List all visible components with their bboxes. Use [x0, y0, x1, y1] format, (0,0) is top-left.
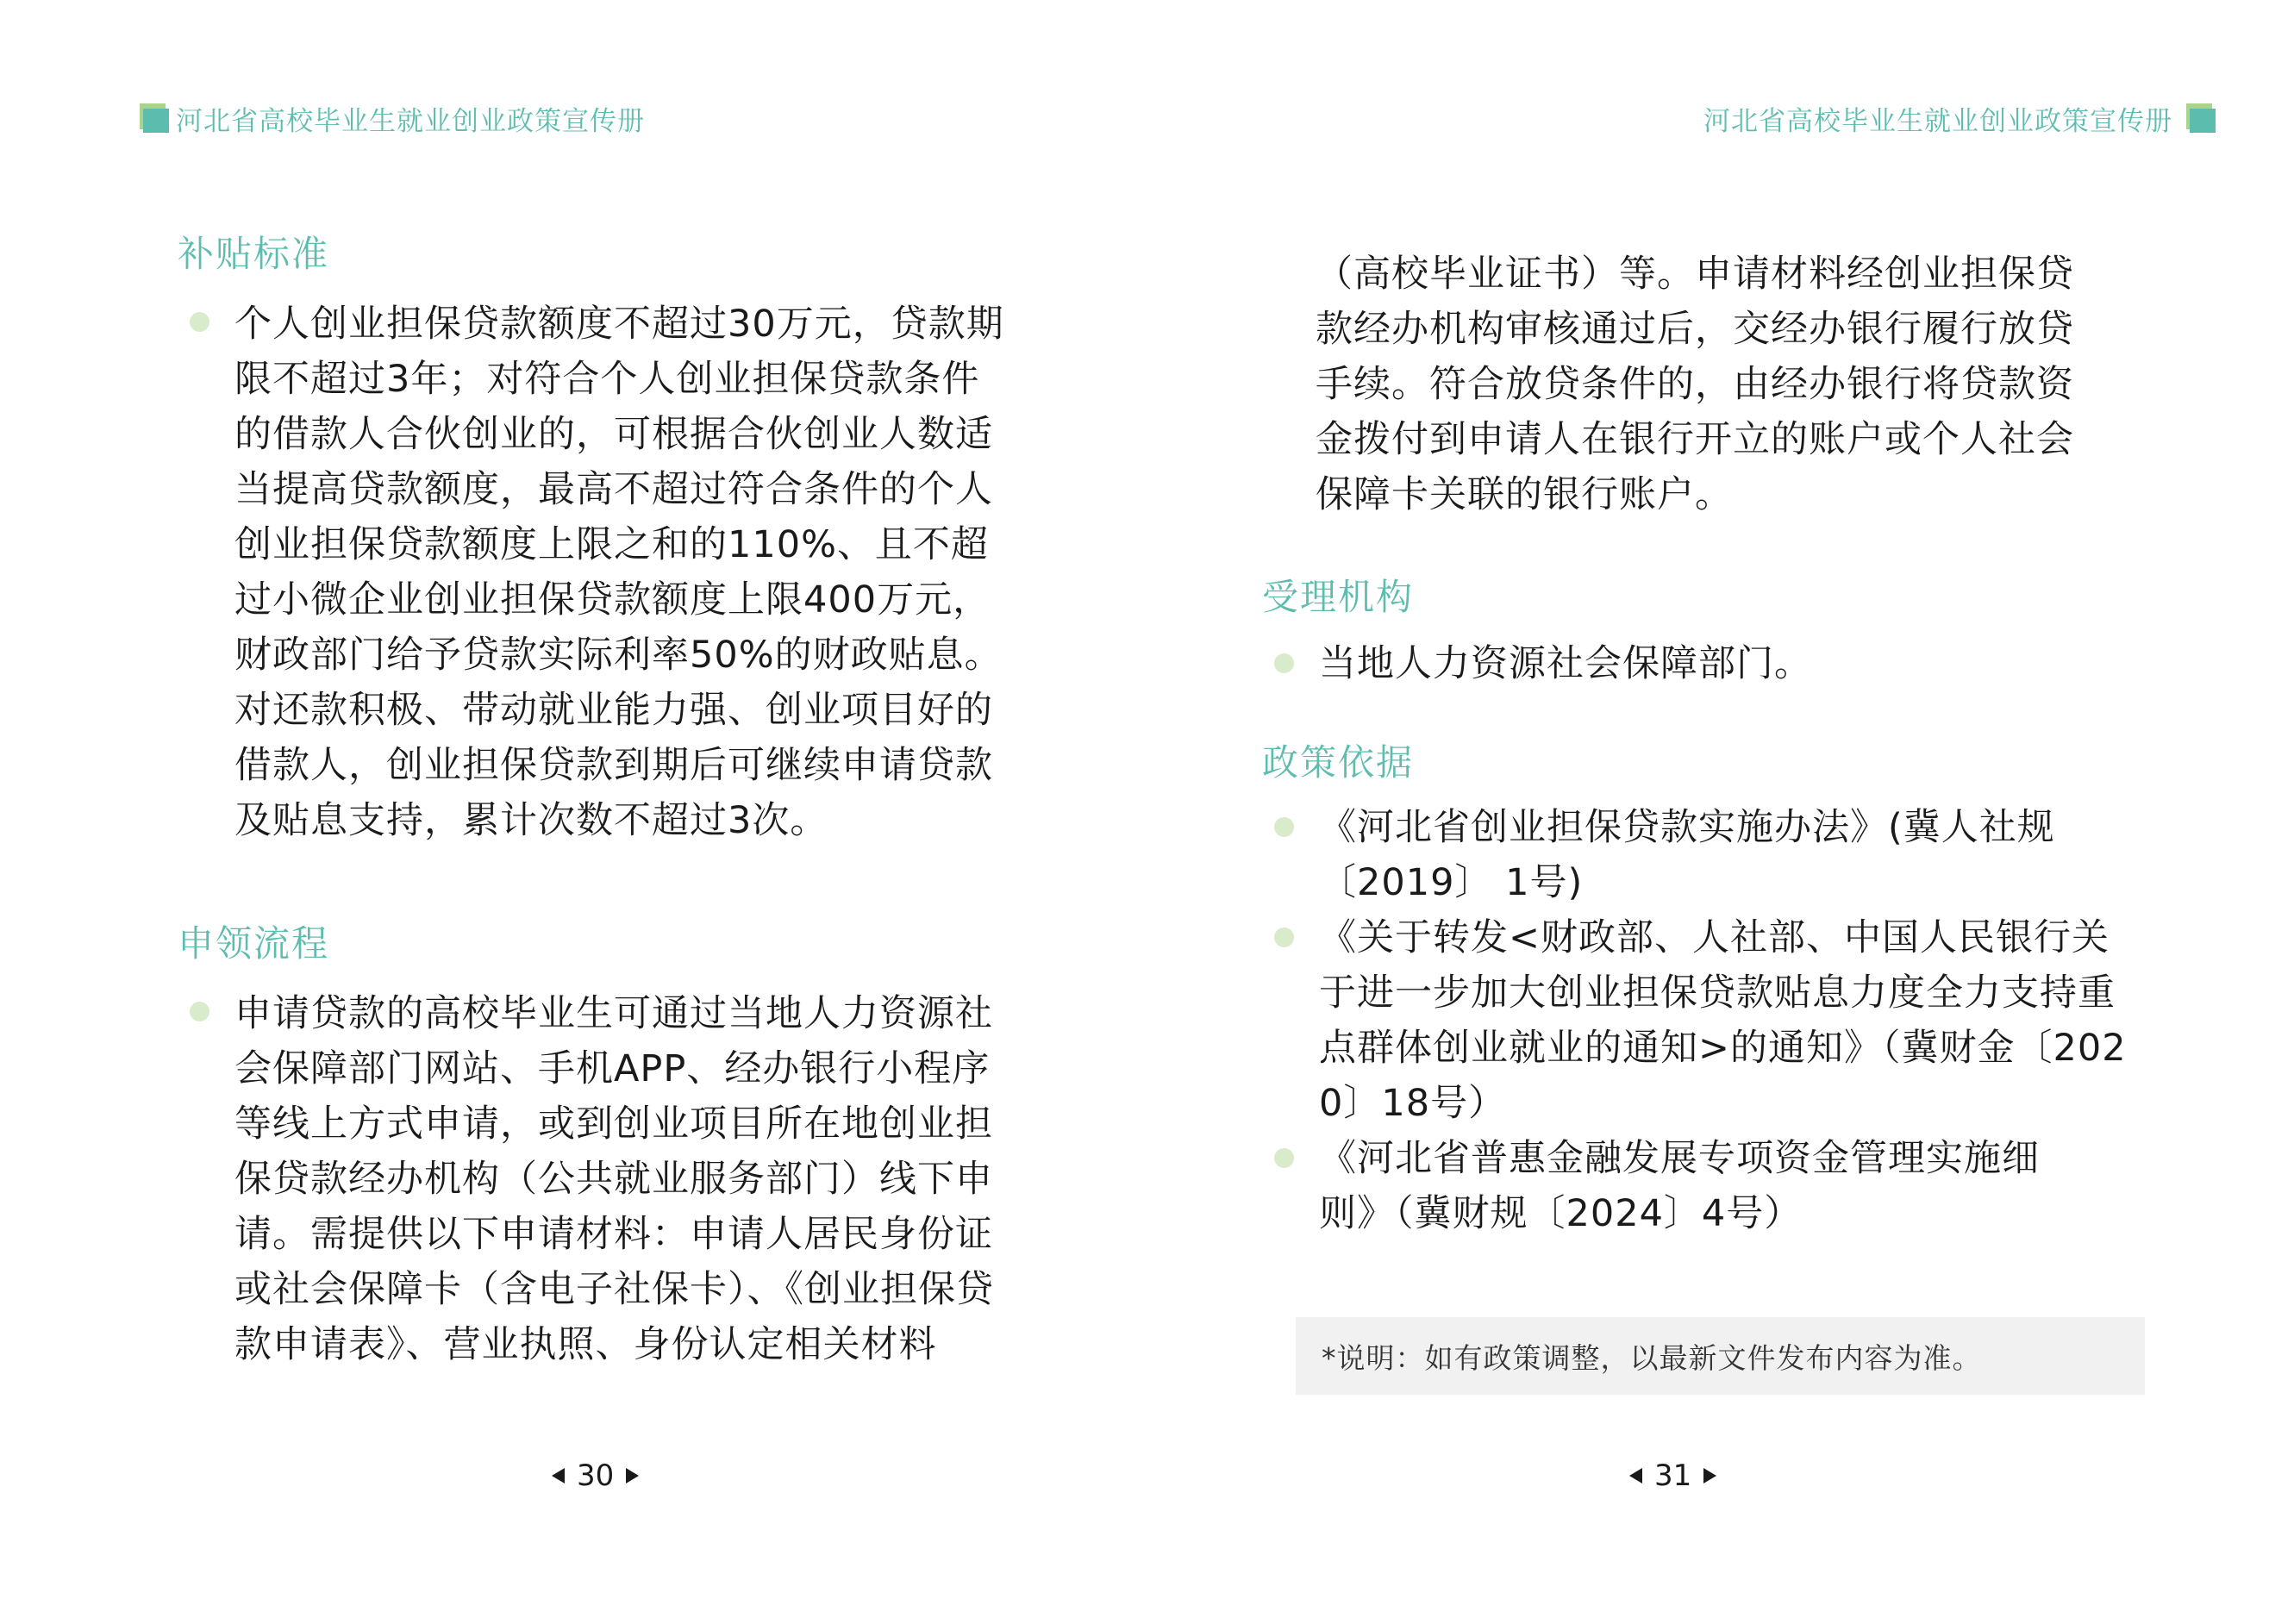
- policy-basis-item-2: 《关于转发<财政部、人社部、中国人民银行关于进一步加大创业担保贷款贴息力度全力支持重点群体创业就业的通知>的通知》（冀财金〔2020〕18号）: [1319, 916, 2127, 1125]
- note-box: [1296, 1317, 2145, 1395]
- triangle-right-icon: [1703, 1468, 1716, 1483]
- bullet-icon: [1274, 1148, 1294, 1168]
- section-title-application-process: 申领流程: [178, 922, 330, 965]
- section-title-policy-basis: 政策依据: [1262, 741, 1415, 784]
- header-title: 河北省高校毕业生就业创业政策宣传册: [176, 105, 645, 137]
- bullet-icon: [1274, 817, 1294, 837]
- right-page: [1134, 0, 2269, 1624]
- accepting-agency-text: 当地人力资源社会保障部门。: [1319, 642, 1812, 685]
- page-number: [1629, 1455, 1716, 1496]
- triangle-left-icon: [552, 1468, 565, 1483]
- bullet-icon: [190, 1002, 209, 1021]
- running-header: [1703, 97, 2216, 140]
- left-page: [0, 0, 1134, 1624]
- note-text: *说明：如有政策调整，以最新文件发布内容为准。: [1322, 1340, 1982, 1375]
- header-title: 河北省高校毕业生就业创业政策宣传册: [1703, 105, 2172, 137]
- section-title-subsidy-standard: 补贴标准: [178, 233, 330, 275]
- policy-basis-item-3: 《河北省普惠金融发展专项资金管理实施细则》（冀财规〔2024〕4号）: [1319, 1137, 2040, 1235]
- header-square-icon: [2186, 103, 2216, 133]
- page-number-value: 31: [1654, 1458, 1692, 1493]
- triangle-right-icon: [626, 1468, 639, 1483]
- page-number-value: 30: [577, 1458, 615, 1493]
- policy-basis-item-1: 《河北省创业担保贷款实施办法》(冀人社规〔2019〕 1号): [1319, 806, 2055, 904]
- application-process-text: 申请贷款的高校毕业生可通过当地人力资源社会保障部门网站、手机APP、经办银行小程序等线上方式申请，或到创业项目所在地创业担保贷款经办机构（公共就业服务部门）线下申请。需提供以下申请材料：申请人居民身份证或社会保障卡（含电子社保卡）、《创业担保贷款申请表》、营业执照、身份认定相关材料: [234, 992, 994, 1366]
- subsidy-standard-text: 个人创业担保贷款额度不超过30万元，贷款期限不超过3年；对符合个人创业担保贷款条件的借款人合伙创业的，可根据合伙创业人数适当提高贷款额度，最高不超过符合条件的个人创业担保贷款额度上限之和的110%、且不超过小微企业创业担保贷款额度上限400万元，财政部门给予贷款实际利率50%的财政贴息。对还款积极、带动就业能力强、创业项目好的借款人，创业担保贷款到期后可继续申请贷款及贴息支持，累计次数不超过3次。: [234, 303, 1004, 842]
- header-square-icon: [140, 103, 169, 133]
- application-process-continued-text: （高校毕业证书）等。申请材料经创业担保贷款经办机构审核通过后，交经办银行履行放贷手续。符合放贷条件的，由经办银行将贷款资金拨付到申请人在银行开立的账户或个人社会保障卡关联的银行账户。: [1316, 253, 2074, 516]
- section-title-accepting-agency: 受理机构: [1262, 576, 1415, 618]
- running-header: [140, 97, 645, 140]
- page-number: [552, 1455, 639, 1496]
- bullet-icon: [190, 312, 209, 332]
- bullet-icon: [1274, 928, 1294, 947]
- triangle-left-icon: [1629, 1468, 1642, 1483]
- bullet-icon: [1274, 653, 1294, 673]
